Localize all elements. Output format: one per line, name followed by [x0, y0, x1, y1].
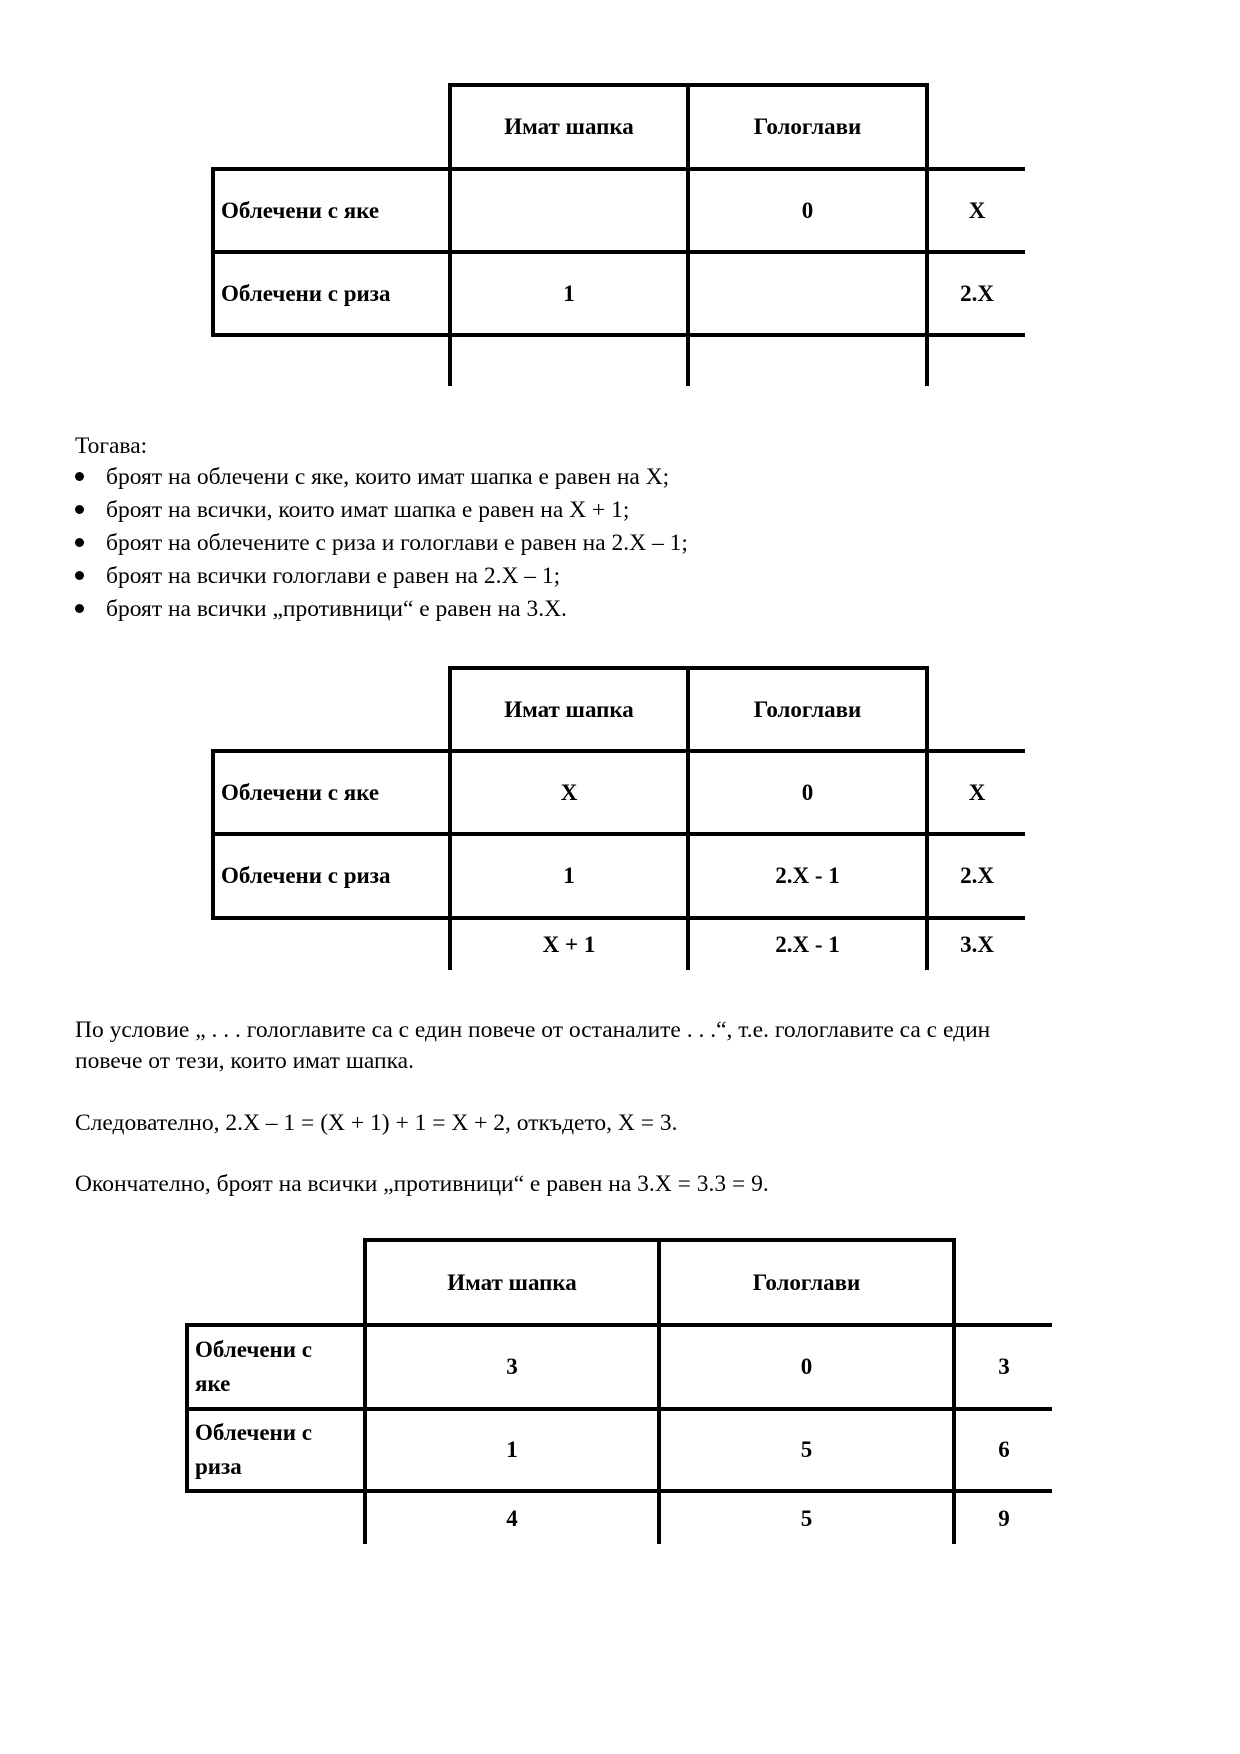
row-total: 2.X [960, 280, 994, 306]
column-total: 5 [800, 1505, 813, 1531]
bullet-icon [75, 505, 84, 514]
list-item-text: броят на всички „противници“ е равен на 3.X. [106, 596, 567, 622]
intro-lead: Тогава: [75, 433, 148, 459]
column-total: X + 1 [542, 932, 596, 957]
list-item-text: броят на облечени с яке, които имат шапка е равен на X; [106, 464, 670, 490]
grand-total: 3.X [960, 932, 994, 957]
table-cell: 3 [506, 1354, 518, 1379]
condition-paragraph-line2: повече от тези, които имат шапка. [75, 1048, 414, 1074]
bullet-icon [75, 538, 84, 547]
column-total [452, 337, 686, 386]
column-header-bareheaded: Гологлави [753, 696, 862, 722]
row-label-shirt: Облечени с риза [221, 280, 391, 306]
final-paragraph: Окончателно, броят на всички „противници“ е равен на 3.X = 3.3 = 9. [75, 1171, 769, 1197]
column-header-have-hat: Имат шапка [504, 696, 634, 722]
column-total [690, 337, 925, 386]
list-item [75, 596, 567, 623]
column-header-have-hat: Имат шапка [447, 1269, 577, 1295]
row-total: 3 [998, 1354, 1010, 1379]
bullet-icon [75, 472, 84, 481]
column-header-bareheaded: Гологлави [752, 1269, 861, 1295]
row-total: 6 [998, 1437, 1010, 1462]
column-header-have-hat: Имат шапка [504, 114, 634, 139]
table-cell: 2.X - 1 [775, 863, 840, 888]
grand-total: 9 [998, 1505, 1010, 1531]
table-cell: 1 [506, 1437, 518, 1462]
list-item-text: броят на облечените с риза и гологлави е равен на 2.X – 1; [106, 530, 688, 556]
list-item [75, 563, 560, 590]
row-label-jacket: Облечени с яке [221, 197, 380, 223]
row-label-text: риза [195, 1454, 242, 1479]
row-label-shirt: Облечени с риза [221, 863, 391, 888]
table-cell: 0 [801, 197, 814, 223]
table-cell: X [560, 779, 578, 805]
row-label-jacket: Облечени с яке [221, 779, 380, 805]
column-header-bareheaded: Гологлави [753, 114, 862, 139]
bullet-icon [75, 571, 84, 580]
condition-paragraph-line1: По условие „ . . . гологлавите са с един повече от останалите . . .“, т.е. гологлавите са с един [75, 1017, 991, 1043]
table-cell: 1 [563, 280, 575, 306]
list-item [75, 464, 669, 491]
table-cell [690, 254, 925, 333]
table-cell: 1 [563, 863, 575, 888]
table-cell: 0 [801, 779, 814, 805]
consequently-paragraph: Следователно, 2.X – 1 = (X + 1) + 1 = X + 2, откъдето, X = 3. [75, 1110, 678, 1136]
column-total: 4 [506, 1505, 518, 1531]
row-label-text: Облечени с [195, 1337, 312, 1362]
table-cell [452, 171, 686, 250]
list-item-text: броят на всички гологлави е равен на 2.X – 1; [106, 563, 561, 589]
list-item [75, 497, 629, 524]
bullet-icon [75, 604, 84, 613]
column-total: 2.X - 1 [775, 932, 840, 957]
row-total: X [968, 197, 986, 223]
row-label-text: Облечени с [195, 1420, 312, 1445]
row-total: 2.X [960, 863, 994, 888]
row-total: X [968, 779, 986, 805]
row-label-text: яке [195, 1371, 231, 1396]
row-label-shirt [189, 1411, 365, 1489]
table-cell: 5 [800, 1437, 813, 1462]
list-item [75, 530, 688, 557]
table-cell: 0 [800, 1354, 813, 1379]
list-item-text: броят на всички, които имат шапка е равен на X + 1; [106, 497, 630, 523]
grand-total [929, 337, 1025, 386]
row-label-jacket [189, 1327, 365, 1407]
